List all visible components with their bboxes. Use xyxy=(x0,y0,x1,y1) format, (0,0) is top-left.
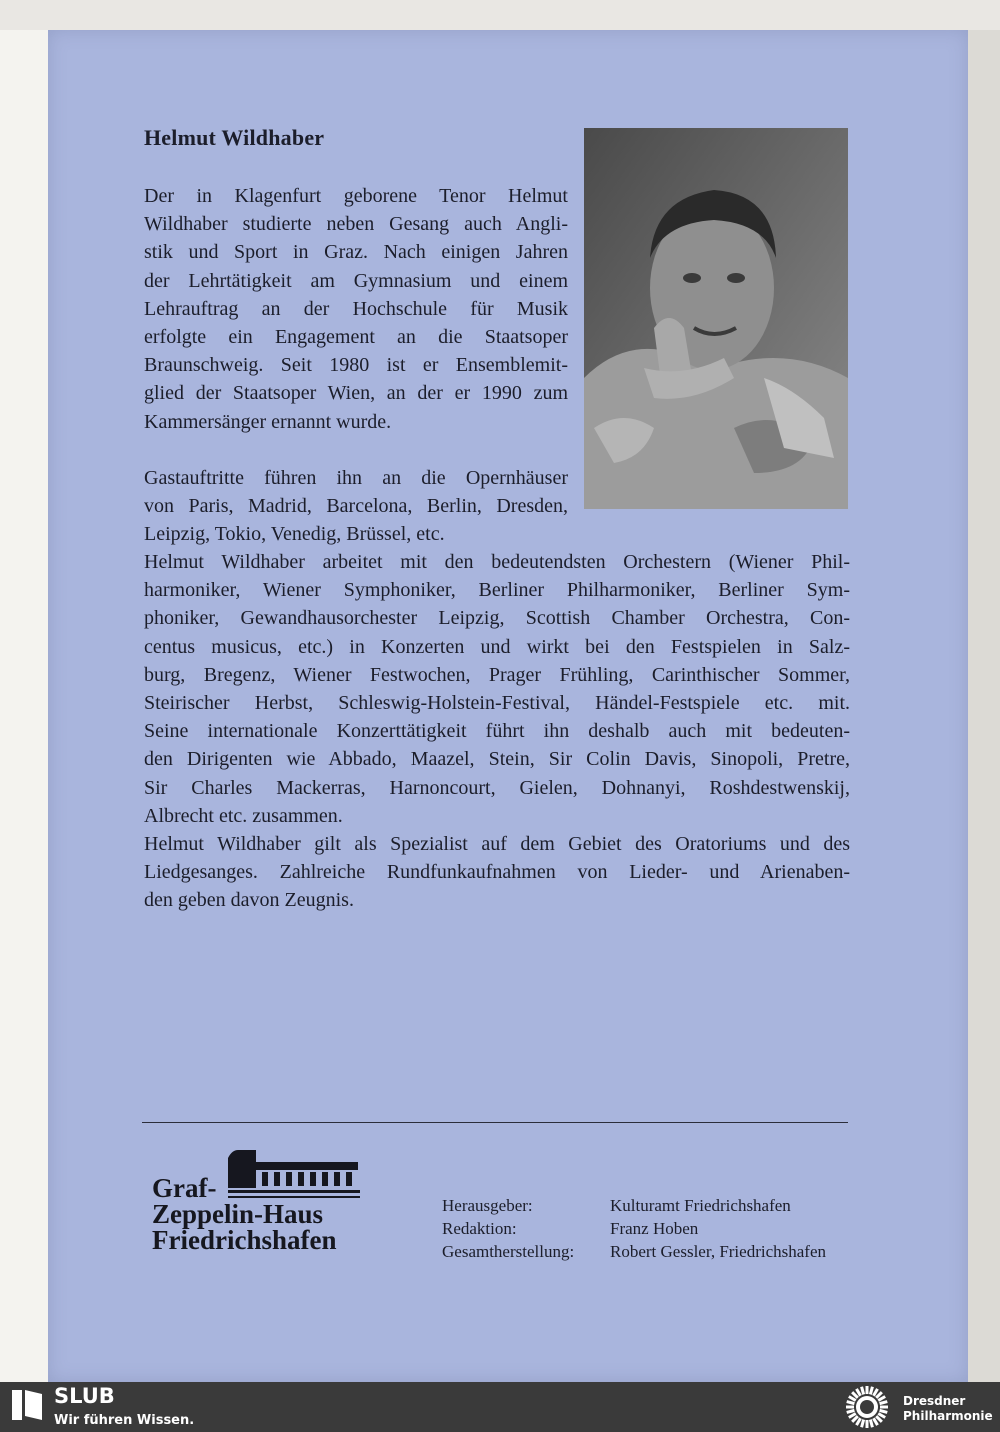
text-line: Gastauftritte führen ihn an die Opernhäuser xyxy=(144,467,568,489)
text-line: von Paris, Madrid, Barcelona, Berlin, Dresden, xyxy=(144,495,568,518)
booklet-spine xyxy=(0,30,49,1382)
partner-name-line2: Philharmonie xyxy=(903,1409,993,1423)
text-line: Liedgesanges. Zahlreiche Rundfunkaufnahmen von Lieder- und Arienaben- xyxy=(144,861,850,884)
text-line: centus musicus, etc.) in Konzerten und wirkt bei den Festspielen in Salz- xyxy=(144,635,850,658)
text-line: erfolgte ein Engagement an die Staatsoper xyxy=(144,326,568,349)
partner-name-line1: Dresdner xyxy=(903,1394,966,1408)
text-line: burg, Bregenz, Wiener Festwochen, Prager Frühling, Carinthischer Sommer, xyxy=(144,663,850,686)
text-line: Braunschweig. Seit 1980 ist er Ensemblemit- xyxy=(144,354,568,377)
logo-text-line2: Zeppelin-Haus xyxy=(152,1199,324,1229)
slub-logo-text: SLUB xyxy=(54,1384,115,1408)
text-line: stik und Sport in Graz. Nach einigen Jahren xyxy=(144,241,568,264)
text-line: Seine internationale Konzerttätigkeit führt ihn deshalb auch mit bedeuten- xyxy=(144,720,850,743)
scan-margin xyxy=(968,30,1000,1382)
text-line: Albrecht etc. zusammen. xyxy=(144,804,343,827)
credit-value-publisher: Kulturamt Friedrichshafen xyxy=(610,1196,791,1215)
sunburst-icon xyxy=(842,1385,892,1429)
text-line: Sir Charles Mackerras, Harnoncourt, Gielen, Dohnanyi, Roshdestwenskij, xyxy=(144,776,850,799)
logo-text-line1: Graf- xyxy=(152,1173,217,1203)
text-line: Kammersänger ernannt wurde. xyxy=(144,410,392,433)
bio-paragraph-1 xyxy=(144,182,568,436)
logo-text-line3: Friedrichshafen xyxy=(152,1225,337,1255)
text-line: den geben davon Zeugnis. xyxy=(144,889,354,912)
slub-tagline: Wir führen Wissen. xyxy=(54,1413,195,1428)
text-line: Der in Klagenfurt geborene Tenor Helmut xyxy=(144,185,568,207)
text-line: Helmut Wildhaber gilt als Spezialist auf dem Gebiet des Oratoriums und des xyxy=(144,833,850,856)
text-line: glied der Staatsoper Wien, an der er 1990 zum xyxy=(144,382,568,405)
text-line: Leipzig, Tokio, Venedig, Brüssel, etc. xyxy=(144,523,445,546)
credit-value-production: Robert Gessler, Friedrichshafen xyxy=(610,1242,827,1261)
bio-paragraph-3 xyxy=(144,548,850,915)
text-line: Steirischer Herbst, Schleswig-Holstein-Festival, Händel-Festspiele etc. mit. xyxy=(144,692,850,715)
divider xyxy=(142,1122,848,1123)
credit-label-publisher: Herausgeber: xyxy=(442,1196,533,1215)
text-line: phoniker, Gewandhausorchester Leipzig, Scottish Chamber Orchestra, Con- xyxy=(144,607,850,630)
graf-zeppelin-haus-logo xyxy=(152,1148,362,1258)
credit-label-editor: Redaktion: xyxy=(442,1219,517,1238)
credit-label-production: Gesamtherstellung: xyxy=(442,1242,575,1261)
page-title: Helmut Wildhaber xyxy=(144,125,325,150)
credit-value-editor: Franz Hoben xyxy=(610,1219,699,1238)
text-line: Helmut Wildhaber arbeitet mit den bedeutendsten Orchestern (Wiener Phil- xyxy=(144,551,850,573)
text-line: harmoniker, Wiener Symphoniker, Berliner Philharmoniker, Berliner Sym- xyxy=(144,579,850,602)
program-page xyxy=(48,30,968,1382)
text-line: der Lehrtätigkeit am Gymnasium und einem xyxy=(144,269,568,292)
portrait-photo xyxy=(584,128,848,509)
text-line: Wildhaber studierte neben Gesang auch Angli- xyxy=(144,213,568,236)
text-line: den Dirigenten wie Abbado, Maazel, Stein, Sir Colin Davis, Sinopoli, Pretre, xyxy=(144,748,850,771)
text-line: Lehrauftrag an der Hochschule für Musik xyxy=(144,297,568,320)
bio-paragraph-2 xyxy=(144,464,568,549)
book-icon xyxy=(12,1388,42,1422)
